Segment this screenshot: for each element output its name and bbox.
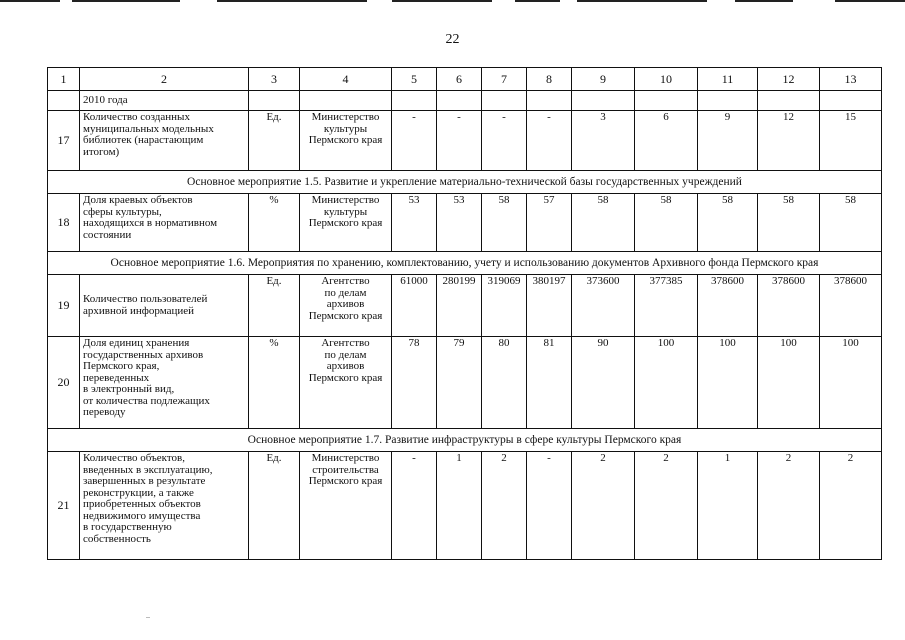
value-cell: 58 <box>572 194 635 252</box>
header-rule-4 <box>392 0 492 2</box>
value-cell: - <box>527 111 572 171</box>
cell-line: Пермского края <box>308 309 383 322</box>
cell-line: Количество объектов, <box>83 452 185 464</box>
header-rule-8 <box>835 0 905 2</box>
row-number: 19 <box>48 275 80 337</box>
cell-line: архивов <box>326 360 365 373</box>
column-number: 9 <box>572 68 635 91</box>
value-cell: 100 <box>820 337 882 429</box>
table-row <box>48 194 882 252</box>
value-cell: 2 <box>635 452 698 560</box>
cell-line: архивов <box>326 298 365 311</box>
page-number: 22 <box>445 32 460 47</box>
indicator-name <box>80 194 249 252</box>
cell-line: состоянии <box>83 228 132 241</box>
continuation-text: 2010 года <box>80 91 249 111</box>
value-cell: 58 <box>758 194 820 252</box>
cell-line: архивной информацией <box>83 304 195 317</box>
row-number: 21 <box>48 452 80 560</box>
cell-line: Доля единиц хранения <box>83 337 190 349</box>
value-cell: 79 <box>437 337 482 429</box>
cell-line: Министерство <box>311 111 380 123</box>
value-cell: 280199 <box>437 275 482 337</box>
value-cell: 12 <box>758 111 820 171</box>
column-number: 3 <box>249 68 300 91</box>
cell-line: переводу <box>83 406 126 419</box>
table-row <box>48 111 882 171</box>
table-row <box>48 452 882 560</box>
column-number: 12 <box>758 68 820 91</box>
value-cell: - <box>437 111 482 171</box>
value-cell: 378600 <box>698 275 758 337</box>
value-cell: 1 <box>437 452 482 560</box>
unit-cell: Ед. <box>249 275 300 337</box>
indicator-name <box>80 452 249 560</box>
value-cell: 2 <box>758 452 820 560</box>
header-rule-3 <box>217 0 367 2</box>
column-number: 8 <box>527 68 572 91</box>
indicator-name <box>80 337 249 429</box>
cell-line: введенных в эксплуатацию, <box>83 463 213 476</box>
unit-cell: Ед. <box>249 452 300 560</box>
row-number: 20 <box>48 337 80 429</box>
value-cell: 100 <box>698 337 758 429</box>
cell-line: культуры <box>323 122 368 135</box>
indicators-table <box>47 67 882 560</box>
header-rule-1 <box>0 0 60 2</box>
value-cell: 58 <box>698 194 758 252</box>
cell-line: Министерство <box>311 452 380 464</box>
value-cell: 378600 <box>820 275 882 337</box>
row-number: 17 <box>48 111 80 171</box>
value-cell: 9 <box>698 111 758 171</box>
cell-line: итогом) <box>83 145 120 158</box>
cell-line: Министерство <box>311 194 380 206</box>
header-rule-5 <box>515 0 560 2</box>
cell-line: находящихся в нормативном <box>83 217 218 230</box>
cell-line: строительства <box>312 463 379 476</box>
row-number: 18 <box>48 194 80 252</box>
cell-line: Количество пользователей <box>83 292 208 305</box>
value-cell: 1 <box>698 452 758 560</box>
section-title: Основное мероприятие 1.6. Мероприятия по хранению, комплектованию, учету и использованию документов Архивного фонда Пермского края <box>48 252 882 275</box>
cell-line: Пермского края <box>308 371 383 384</box>
header-rule-6 <box>577 0 707 2</box>
value-cell: 2 <box>820 452 882 560</box>
section-row <box>48 171 882 194</box>
value-cell: 53 <box>437 194 482 252</box>
value-cell: 53 <box>392 194 437 252</box>
section-title: Основное мероприятие 1.5. Развитие и укрепление материально-технической базы государственных учреждений <box>48 171 882 194</box>
cell-line: Агентство <box>321 337 370 349</box>
unit-cell: % <box>249 337 300 429</box>
unit-cell: % <box>249 194 300 252</box>
indicator-name <box>80 111 249 171</box>
value-cell: - <box>527 452 572 560</box>
cell-line: приобретенных объектов <box>83 498 201 511</box>
indicator-name <box>80 275 249 337</box>
responsible-org <box>300 194 392 252</box>
column-number: 10 <box>635 68 698 91</box>
table-row <box>48 337 882 429</box>
unit-cell: Ед. <box>249 111 300 171</box>
cell-line: культуры <box>323 205 368 218</box>
cell-line: библиотек (нарастающим <box>83 134 204 147</box>
cell-line: государственных архивов <box>83 348 204 361</box>
value-cell: 6 <box>635 111 698 171</box>
column-number: 6 <box>437 68 482 91</box>
cell-line: недвижимого имущества <box>83 509 201 522</box>
column-numbers-row <box>48 68 882 91</box>
value-cell: 81 <box>527 337 572 429</box>
value-cell: 319069 <box>482 275 527 337</box>
cell-line: Доля краевых объектов <box>83 194 193 206</box>
cell-line: Пермского края <box>308 134 383 147</box>
value-cell: 377385 <box>635 275 698 337</box>
value-cell: 58 <box>635 194 698 252</box>
responsible-org <box>300 452 392 560</box>
cell-line: Пермского края, <box>83 360 160 373</box>
cell-line: по делам <box>324 348 367 361</box>
column-number: 7 <box>482 68 527 91</box>
section-row <box>48 429 882 452</box>
cell-line: сферы культуры, <box>83 205 162 218</box>
section-row <box>48 252 882 275</box>
cell-line: муниципальных модельных <box>83 122 214 135</box>
value-cell: 2 <box>572 452 635 560</box>
value-cell: 58 <box>820 194 882 252</box>
cell-line: по делам <box>324 286 367 299</box>
value-cell: 61000 <box>392 275 437 337</box>
value-cell: 90 <box>572 337 635 429</box>
value-cell: 380197 <box>527 275 572 337</box>
responsible-org <box>300 111 392 171</box>
header-rule-7 <box>735 0 793 2</box>
value-cell: 57 <box>527 194 572 252</box>
value-cell: 378600 <box>758 275 820 337</box>
responsible-org <box>300 275 392 337</box>
column-number: 13 <box>820 68 882 91</box>
continuation-row <box>48 91 882 111</box>
value-cell: 100 <box>635 337 698 429</box>
cell-line: реконструкции, а также <box>83 486 194 499</box>
cell-line: Агентство <box>321 275 370 287</box>
value-cell: 15 <box>820 111 882 171</box>
cell-line: в государственную <box>83 521 172 534</box>
value-cell: 58 <box>482 194 527 252</box>
column-number: 2 <box>80 68 249 91</box>
header-rule-2 <box>72 0 180 2</box>
cell-line: переведенных <box>83 371 150 384</box>
cell-line: Пермского края <box>308 217 383 230</box>
responsible-org <box>300 337 392 429</box>
cell-line: Пермского края <box>308 475 383 488</box>
cell-line: Количество созданных <box>83 111 190 123</box>
cell-line: собственность <box>83 532 151 545</box>
scan-speck <box>146 617 150 618</box>
value-cell: 2 <box>482 452 527 560</box>
column-number: 1 <box>48 68 80 91</box>
value-cell: 3 <box>572 111 635 171</box>
table-body <box>48 68 882 560</box>
value-cell: - <box>482 111 527 171</box>
value-cell: 373600 <box>572 275 635 337</box>
value-cell: 78 <box>392 337 437 429</box>
value-cell: 100 <box>758 337 820 429</box>
cell-line: в электронный вид, <box>83 383 175 396</box>
column-number: 11 <box>698 68 758 91</box>
section-title: Основное мероприятие 1.7. Развитие инфраструктуры в сфере культуры Пермского края <box>48 429 882 452</box>
value-cell: 80 <box>482 337 527 429</box>
cell-line: от количества подлежащих <box>83 394 210 407</box>
table-row <box>48 275 882 337</box>
cell-line: завершенных в результате <box>83 475 206 488</box>
column-number: 4 <box>300 68 392 91</box>
value-cell: - <box>392 111 437 171</box>
value-cell: - <box>392 452 437 560</box>
column-number: 5 <box>392 68 437 91</box>
